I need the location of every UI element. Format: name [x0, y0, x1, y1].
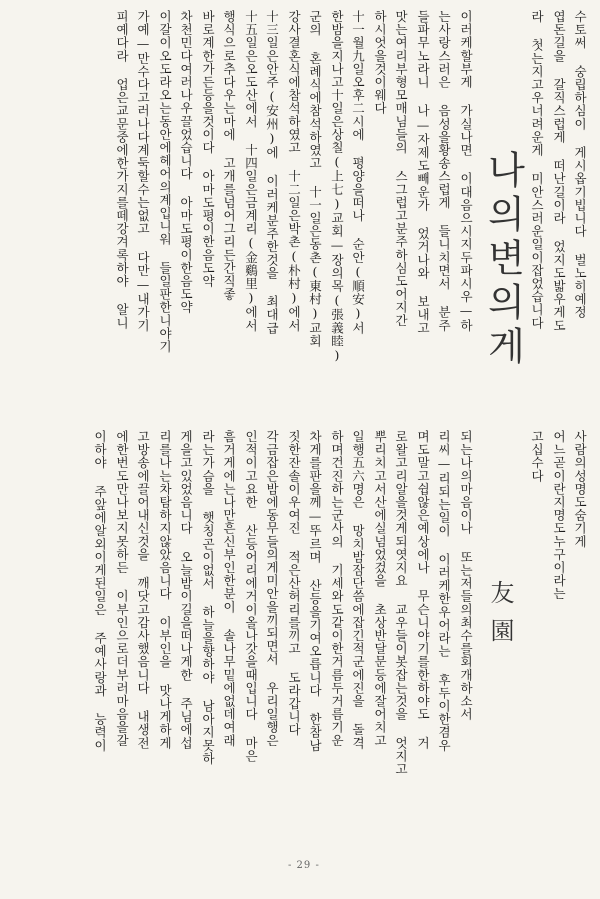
text-column: 군의 혼례식에참석하였고 十一일은동촌(東村)교회	[307, 10, 323, 348]
text-column: 하며건진하는군사의 기세와도같이한거름두거름기운	[329, 430, 345, 747]
text-column: 고방송에끌어내신것을 깨닷고감사했음니다 내생전	[135, 430, 151, 750]
text-column: 는사랑스러은 음성을황송스럽게 들니치면서 분주	[436, 10, 452, 332]
text-column: 고십수다	[529, 430, 545, 483]
text-column: 十一월九일오후二시에 평양을떠나 순안(順安)서	[350, 10, 366, 335]
text-column: 어느곧이란지명도누구이라는	[551, 430, 567, 601]
text-column: 에한번도만나보지못하든 이부인으로더부러마음을갈	[114, 430, 130, 747]
text-column: 짓한잔솔이우여진 적은산허리를끼고 도라갑니다	[286, 430, 302, 737]
text-column: 며도말고쉽않은예상에나 무슨니야기를한하야도 거	[415, 430, 431, 750]
text-column: 들파무노라니 나—자제도빼운가 었거나와 보내고	[415, 10, 431, 335]
text-column: 가예—만수다고러나다계둑할수는없고 다만—내가기	[135, 10, 151, 332]
text-column: 수토써 숭립하심이 게시옵기빕니다 벌노히예정	[572, 10, 588, 319]
page-title: 나의변의게	[481, 150, 525, 370]
text-column: 행식으로추다우는마에 고개를넘어그리든간직좋	[221, 10, 237, 301]
text-column: 차천민다여러나우끌었습니다 아마도평이한음도약	[178, 10, 194, 314]
text-column: 일행五六명은 망치밤잠단씀에잡긴적군에진을 돌격	[350, 430, 366, 750]
text-column: 엽돈길을 갈직스럽게 떠난길이라 었지도밟우게도	[551, 10, 567, 332]
text-column: 인적이고요한 산등어리에거이올나갓을때입니다 마은	[243, 430, 259, 763]
text-column: 각금잡은밤에동무들의게미안을끼되면서 우리일행은	[264, 430, 280, 747]
text-column: 바로계한가든등을것이다 아마도평이한음도약	[200, 10, 216, 288]
text-column: 리씨—리되는일이 이러케한우어라는 후두이한겸우	[436, 430, 452, 752]
text-column: 맛는여리부형모매님들의 스그럽고분주하심도어지간	[393, 10, 409, 327]
text-column: 차게를판을께—뚜르며 산등을기여오릅니다 한참남	[307, 430, 323, 752]
text-column: 사람의성명도숨기게	[572, 430, 588, 548]
text-column: 강사결혼식에참석하였고 十二일은박촌(朴村)에서	[286, 10, 302, 332]
text-column: 이하야 주앞에알외이게된일은 주예사랑과 능력이	[92, 430, 108, 752]
text-column: 한밤을지나고十일은상칠(上七)교회—장의목(張義睦)	[329, 10, 345, 364]
text-column: 하시엇을것이웨다	[372, 10, 388, 115]
text-column: 十三일은안주(安州)에 이러케분주한것을 최대급	[264, 10, 280, 335]
text-column: 라는가슴을 햇칭곤이없서 하늘을향하야 남아지못하	[200, 430, 216, 765]
text-column: 리를나는차탐하지않았음니다 이부인을 맛나게하게	[157, 430, 173, 750]
text-column: 라 첫는지고우너려운게 미안스러운일이잡었습니다	[529, 10, 545, 330]
page-number: - 29 -	[288, 860, 320, 871]
text-column: 피예다라 업은교문중에한가지를떼강겨록하야 알니	[114, 10, 130, 330]
author-name: 友園	[486, 580, 514, 656]
text-column: 게을고있었음니다 오늘밤이길을떠나게한 주님에섭	[178, 430, 194, 750]
text-column: 되는나의마음이나 또는저들의최수를회개하소서	[458, 430, 474, 721]
text-column: 뿌리치고서산에실넘었겄을 초상반달문등에잘어치고	[372, 430, 388, 747]
text-column: 十五일은오도산에서 十四일은금계리(金鷄里)에서	[243, 10, 259, 332]
text-column: 로왈고리알을것게되엿지요 교우들이봇잡는것을 엇지고	[393, 430, 409, 776]
text-column: 이갈이오도라오는동안에헤어의계입니워 들일판한니야기	[157, 10, 173, 354]
text-column: 흠거게에는나만흔신부인한분이 솔나무밑에없데여래	[221, 430, 237, 747]
text-column: 이러케할부게 가실나면 이대음으시지두파시우—하	[458, 10, 474, 332]
